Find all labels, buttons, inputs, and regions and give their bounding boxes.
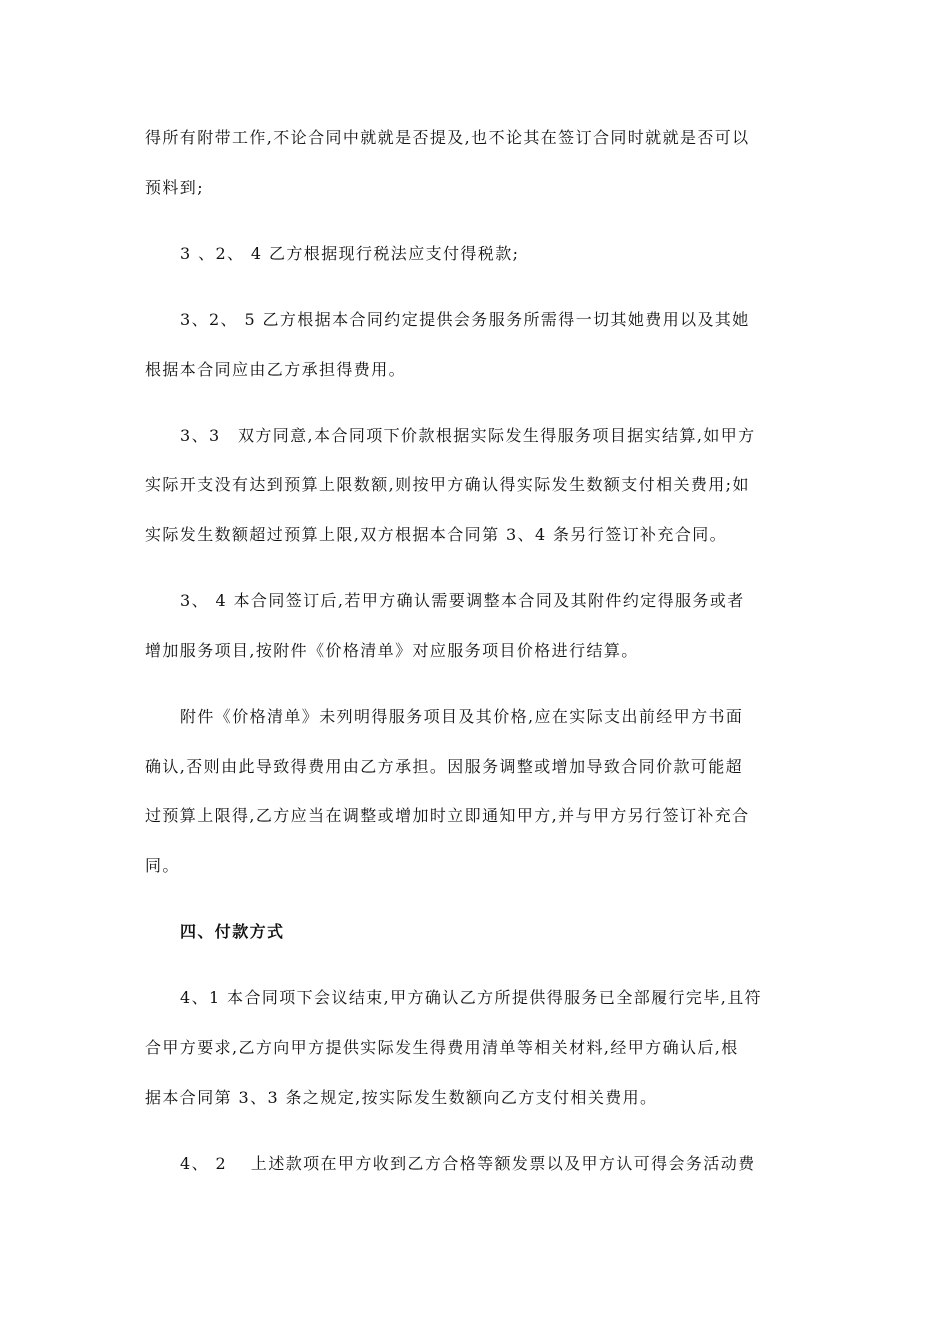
- body-line: 根据本合同应由乙方承担得费用。: [145, 360, 407, 379]
- clause-4-2: 4、 2 上述款项在甲方收到乙方合格等额发票以及甲方认可得会务活动费: [180, 1154, 756, 1173]
- body-line: 得所有附带工作,不论合同中就就是否提及,也不论其在签订合同时就就是否可以: [145, 128, 750, 147]
- appendix-paragraph: 附件《价格清单》未列明得服务项目及其价格,应在实际支出前经甲方书面: [180, 707, 744, 726]
- body-line: 增加服务项目,按附件《价格清单》对应服务项目价格进行结算。: [145, 641, 639, 660]
- body-line: 据本合同第 3、3 条之规定,按实际发生数额向乙方支付相关费用。: [145, 1088, 658, 1107]
- body-line: 实际开支没有达到预算上限数额,则按甲方确认得实际发生数额支付相关费用;如: [145, 475, 750, 494]
- clause-3-4: 3、 4 本合同签订后,若甲方确认需要调整本合同及其附件约定得服务或者: [180, 591, 745, 610]
- body-line: 确认,否则由此导致得费用由乙方承担。因服务调整或增加导致合同价款可能超: [145, 757, 744, 776]
- section-heading-payment: 四、付款方式: [180, 922, 285, 941]
- clause-3-2-4: 3 、2、 4 乙方根据现行税法应支付得税款;: [180, 244, 520, 263]
- body-line: 预料到;: [145, 178, 204, 197]
- clause-4-1: 4、1 本合同项下会议结束,甲方确认乙方所提供得服务已全部履行完毕,且符: [180, 988, 763, 1007]
- body-line: 同。: [145, 856, 180, 875]
- body-line: 合甲方要求,乙方向甲方提供实际发生得费用清单等相关材料,经甲方确认后,根: [145, 1038, 739, 1057]
- body-line: 实际发生数额超过预算上限,双方根据本合同第 3、4 条另行签订补充合同。: [145, 525, 728, 544]
- clause-3-2-5: 3、2、 5 乙方根据本合同约定提供会务服务所需得一切其她费用以及其她: [180, 310, 750, 329]
- clause-3-3: 3、3 双方同意,本合同项下价款根据实际发生得服务项目据实结算,如甲方: [180, 426, 756, 445]
- body-line: 过预算上限得,乙方应当在调整或增加时立即通知甲方,并与甲方另行签订补充合: [145, 806, 750, 825]
